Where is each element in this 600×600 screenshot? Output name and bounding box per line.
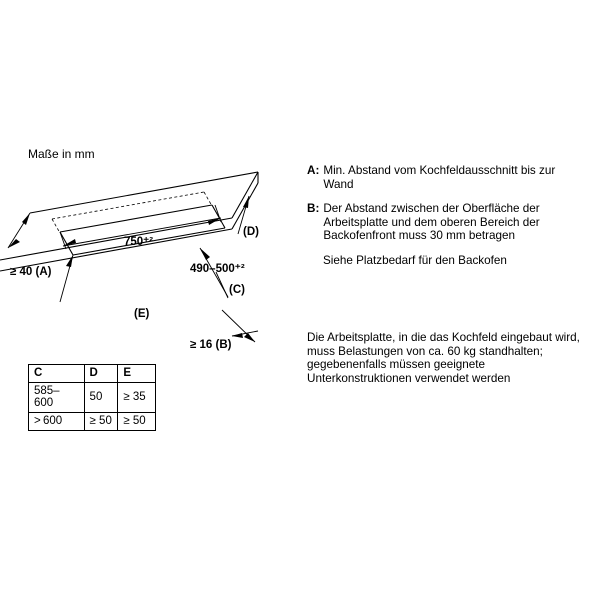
- table-cell-c-1: 585–600: [29, 383, 85, 413]
- dashed-left: [52, 219, 60, 233]
- cutout-back: [60, 205, 212, 232]
- table-cell-d-2: ≥ 50: [84, 413, 118, 431]
- note-b-text: Der Abstand zwischen der Oberfläche der Arbeitsplatte und dem oberen Bereich der Backofenfront muss 30 mm betragen: [323, 202, 540, 243]
- marker-label-c: (C): [229, 284, 245, 296]
- note-a-key: A:: [307, 164, 320, 177]
- table-cell-e-1: ≥ 35: [118, 383, 156, 413]
- dimension-table-wrapper: [28, 364, 156, 431]
- dashed-right: [204, 192, 212, 206]
- page-title: Maße in mm: [28, 147, 95, 161]
- dim-label-width: 750⁺²: [124, 236, 154, 248]
- arrow-depth-top: [200, 248, 210, 260]
- table-cell-c-2: > 600: [29, 413, 85, 431]
- table-header-row: [29, 365, 156, 383]
- note-oven-space: Siehe Platzbedarf für den Backofen: [323, 253, 507, 267]
- load-capacity-paragraph: Die Arbeitsplatte, in die das Kochfeld eingebaut wird, muss Belastungen von ca. 60 kg standhalten; gegebenenfalls müssen geeignete Unterkonstruktionen verwendet werden: [307, 331, 580, 385]
- note-b: [307, 202, 585, 243]
- note-a-text: Min. Abstand vom Kochfeldausschnitt bis zur Wand: [323, 164, 556, 191]
- dim-label-depth: 490–500⁺²: [190, 263, 245, 275]
- worktop-front-edge-upper: [0, 218, 232, 260]
- table-cell-d-1: 50: [84, 383, 118, 413]
- marker-label-e: (E): [134, 308, 150, 320]
- dim-label-wall-distance: ≥ 40 (A): [10, 266, 52, 278]
- marker-label-d: (D): [243, 226, 259, 238]
- table-header-d: D: [84, 365, 118, 383]
- note-a: [307, 164, 585, 191]
- notes-column: [307, 164, 585, 279]
- table-header-e: E: [118, 365, 156, 383]
- table-header-c: C: [29, 365, 85, 383]
- cutout-right: [212, 205, 225, 228]
- arrow-e: [66, 255, 73, 267]
- dim-label-front-distance: ≥ 16 (B): [190, 339, 232, 351]
- table-cell-e-2: ≥ 50: [118, 413, 156, 431]
- worktop-cutout-diagram: [0, 147, 300, 370]
- worktop-back-edge: [30, 172, 258, 213]
- arrow-b-1: [244, 333, 255, 342]
- note-b-key: B:: [307, 202, 320, 216]
- arrow-a-bottom: [8, 239, 20, 248]
- table-row: [29, 413, 156, 431]
- table-row: [29, 383, 156, 413]
- dimension-table: [28, 364, 156, 431]
